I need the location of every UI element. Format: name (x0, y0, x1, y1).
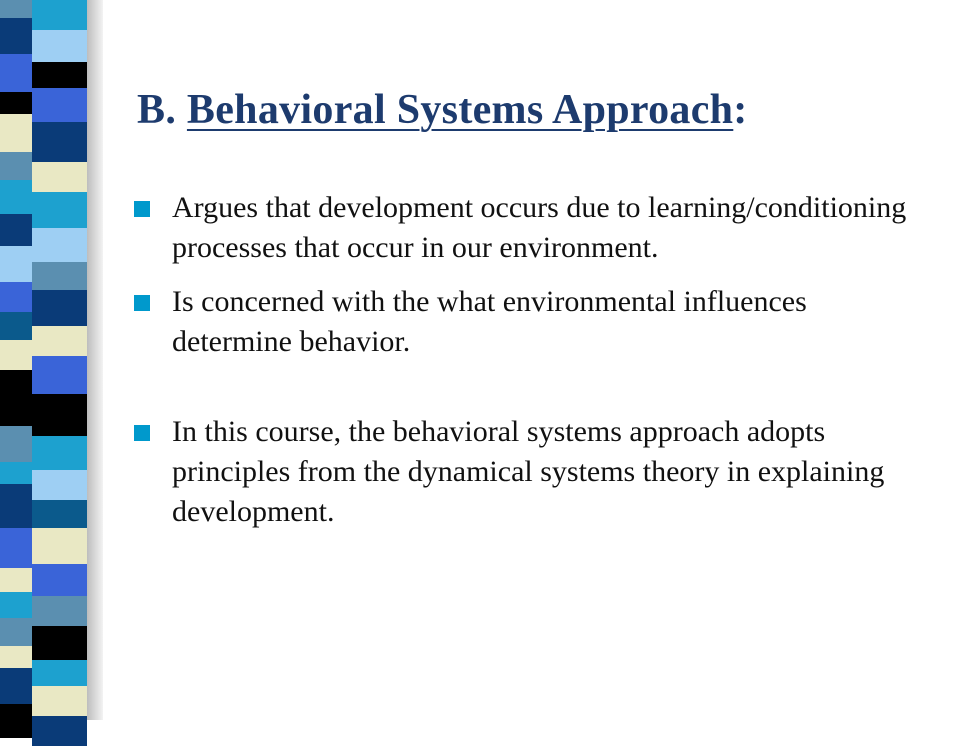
sidebar-shadow (87, 0, 103, 720)
bullet-item (134, 188, 924, 268)
stripe (32, 500, 87, 528)
stripe (32, 436, 87, 470)
bullet-item (134, 282, 924, 362)
stripe (32, 162, 87, 192)
title-prefix: B. (137, 87, 187, 133)
title-main: Behavioral Systems Approach (186, 87, 734, 133)
title-suffix: : (733, 87, 748, 133)
stripe (32, 356, 87, 394)
stripe (32, 262, 87, 290)
stripe (32, 88, 87, 122)
bullet-list (134, 188, 924, 532)
stripe (32, 596, 87, 626)
stripe (32, 30, 87, 62)
stripe (32, 290, 87, 326)
bullet-text: In this course, the behavioral systems approach adopts principles from the dynamical systems theory in explaining development. (172, 415, 885, 528)
stripe (32, 626, 87, 660)
stripe (32, 660, 87, 686)
stripe (32, 0, 87, 30)
stripe (32, 62, 87, 88)
stripe (32, 470, 87, 500)
decorative-sidebar (0, 0, 110, 720)
stripe (32, 564, 87, 596)
sidebar-stripes-right (32, 0, 87, 720)
stripe (32, 716, 87, 746)
square-bullet-icon (134, 201, 150, 217)
bullet-item (134, 412, 924, 532)
bullet-text: Argues that development occurs due to learning/conditioning processes that occur in our environment. (172, 191, 907, 264)
stripe (32, 192, 87, 228)
stripe (32, 394, 87, 436)
square-bullet-icon (134, 425, 150, 441)
stripe (32, 686, 87, 716)
slide-title (137, 86, 748, 134)
square-bullet-icon (134, 295, 150, 311)
stripe (32, 122, 87, 162)
stripe (32, 528, 87, 564)
stripe (32, 228, 87, 262)
bullet-text: Is concerned with the what environmental influences determine behavior. (172, 285, 807, 358)
stripe (32, 326, 87, 356)
